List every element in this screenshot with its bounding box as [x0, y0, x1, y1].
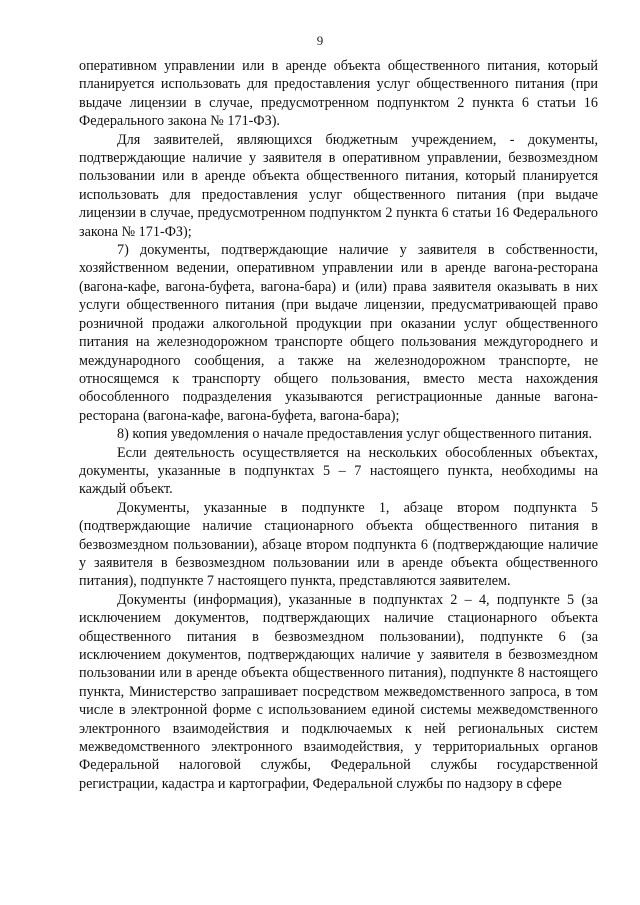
- paragraph-budget-institutions: Для заявителей, являющихся бюджетным учреждением, - документы, подтверждающие наличие у заявителя в оперативном управлении, безвозмездном пользовании или в аренде объекта общественного питания, который планируется использовать для предоставления услуг общественного питания (при выдаче лицензии в случае, предусмотренном подпунктом 2 пункта 6 статьи 16 Федерального закона № 171-ФЗ);: [79, 131, 598, 240]
- paragraph-continuation: оперативном управлении или в аренде объекта общественного питания, который планируется использовать для предоставления услуг общественного питания (при выдаче лицензии в случае, предусмотренном подпунктом 2 пункта 6 статьи 16 Федерального закона № 171-ФЗ).: [79, 58, 598, 130]
- paragraph-item-7: 7) документы, подтверждающие наличие у заявителя в собственности, хозяйственном ведении, оперативном управлении или в аренде вагона-ресторана (вагона-кафе, вагона-буфета, вагона-бара) и (или) права заявителя оказывать в них услуги общественного питания (при выдаче лицензии, предусматривающей право розничной продажи алкогольной продукции при оказании услуг общественного питания на железнодорожном транспорте общего пользования междугороднего и международного сообщения, а также на железнодорожном транспорте, не относящемся к транспорту общего пользования, вместо места нахождения обособленного подразделения указываются регистрационные данные вагона-ресторана (вагона-кафе, вагона-буфета, вагона-бара);: [79, 242, 598, 424]
- paragraph-multiple-objects: Если деятельность осуществляется на нескольких обособленных объектах, документы, указанные в подпунктах 5 – 7 настоящего пункта, необходимы на каждый объект.: [79, 444, 598, 498]
- paragraph-applicant-documents: Документы, указанные в подпункте 1, абзаце втором подпункта 5 (подтверждающие наличие стационарного объекта общественного питания в безвозмездном пользовании), абзаце втором подпункта 6 (подтверждающие наличие у заявителя в безвозмездном пользовании или в аренде объекта общественного питания), подпункте 7 настоящего пункта, представляются заявителем.: [79, 499, 598, 590]
- paragraph-item-8: 8) копия уведомления о начале предоставления услуг общественного питания.: [117, 426, 593, 443]
- document-body: [79, 57, 598, 793]
- page-number: 9: [316, 33, 324, 48]
- paragraph-interagency-request: Документы (информация), указанные в подпунктах 2 – 4, подпункте 5 (за исключением документов, подтверждающих наличие стационарного объекта общественного питания в безвозмездном пользовании), подпункте 6 (за исключением документов, подтверждающих наличие у заявителя в безвозмездном пользовании или в аренде объекта общественного питания), подпункте 8 настоящего пункта, Министерство запрашивает посредством межведомственного запроса, в том числе в электронной форме с использованием единой системы межведомственного электронного взаимодействия и подключаемых к ней региональных систем межведомственного электронного взаимодействия, у территориальных органов Федеральной налоговой службы, Федеральной службы государственной регистрации, кадастра и картографии, Федеральной службы по надзору в сфере: [79, 591, 598, 792]
